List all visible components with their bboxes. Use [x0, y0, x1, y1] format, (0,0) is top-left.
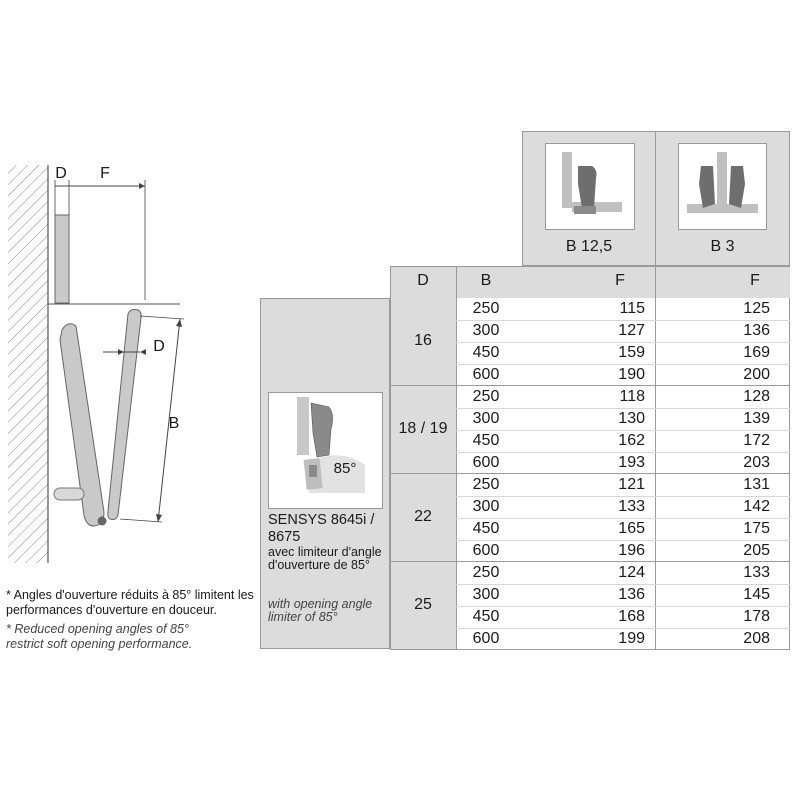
- cell-f1: 121: [618, 476, 645, 493]
- cell-f2: 133: [743, 564, 770, 581]
- product-name: SENSYS 8645i / 8675: [268, 512, 375, 545]
- cell-f1: 136: [618, 586, 645, 603]
- angle-label: 85°: [333, 460, 357, 477]
- pivot-dot: [98, 517, 107, 526]
- door-opening-diagram: [0, 0, 250, 570]
- cell-f2: 169: [743, 344, 770, 361]
- cell-f1: 130: [618, 410, 645, 427]
- cell-f1: 133: [618, 498, 645, 515]
- cell-f1: 190: [618, 366, 645, 383]
- cabinet-side-panel: [55, 215, 69, 303]
- cell-f2: 131: [743, 476, 770, 493]
- cell-b: 250: [472, 476, 500, 493]
- cell-f2: 125: [743, 300, 770, 317]
- cell-f1: 168: [618, 608, 645, 625]
- cell-b: 450: [472, 520, 500, 537]
- cell-f2: 145: [743, 586, 770, 603]
- cell-b: 300: [472, 498, 500, 515]
- cell-f2: 178: [743, 608, 770, 625]
- cell-b: 300: [472, 322, 500, 339]
- label-d-top: D: [55, 165, 67, 182]
- cell-f2: 200: [743, 366, 770, 383]
- cell-f2: 175: [743, 520, 770, 537]
- cell-b: 300: [472, 586, 500, 603]
- door-right: [108, 310, 141, 520]
- cell-f2: 139: [743, 410, 770, 427]
- cell-b: 450: [472, 344, 500, 361]
- cell-f1: 127: [618, 322, 645, 339]
- col-header-d: D: [417, 272, 429, 289]
- col-header-b: B: [480, 272, 492, 289]
- cell-b: 600: [472, 542, 500, 559]
- hinge-image-1: [545, 143, 635, 230]
- hinge-image-2: [678, 143, 767, 230]
- cell-f1: 165: [618, 520, 645, 537]
- hinge-label-1: B 12,5: [565, 238, 613, 255]
- cell-b: 600: [472, 630, 500, 647]
- cell-b: 600: [472, 454, 500, 471]
- cell-f1: 199: [618, 630, 645, 647]
- cell-f1: 124: [618, 564, 645, 581]
- cell-f1: 196: [618, 542, 645, 559]
- cell-b: 250: [472, 300, 500, 317]
- product-desc-en: with opening angle limiter of 85°: [268, 597, 373, 624]
- cell-b: 450: [472, 608, 500, 625]
- cell-f2: 203: [743, 454, 770, 471]
- hinge-label-2: B 3: [710, 238, 735, 255]
- cell-f1: 162: [618, 432, 645, 449]
- label-f-top: F: [100, 165, 110, 182]
- cell-f2: 172: [743, 432, 770, 449]
- cell-f1: 115: [619, 300, 645, 317]
- cell-f2: 128: [743, 388, 770, 405]
- group-d-value: 18 / 19: [398, 420, 448, 437]
- group-d-value: 16: [414, 332, 432, 349]
- handle: [54, 488, 84, 500]
- cell-b: 250: [472, 564, 500, 581]
- product-desc-fr: avec limiteur d'angle d'ouverture de 85°: [268, 545, 382, 572]
- group-d-value: 25: [414, 596, 432, 613]
- cell-f1: 193: [618, 454, 645, 471]
- cell-b: 450: [472, 432, 500, 449]
- cell-b: 250: [472, 388, 500, 405]
- cell-b: 300: [472, 410, 500, 427]
- cell-f2: 205: [743, 542, 770, 559]
- group-d-value: 22: [414, 508, 432, 525]
- cell-f2: 208: [743, 630, 770, 647]
- label-d-mid: D: [153, 338, 165, 355]
- wall-hatch: [8, 165, 48, 563]
- label-b: B: [168, 415, 180, 432]
- col-header-f2: F: [750, 272, 760, 289]
- product-image: [268, 392, 383, 509]
- note-en: * Reduced opening angles of 85° restrict soft opening performance.: [6, 622, 193, 651]
- cell-f1: 159: [618, 344, 645, 361]
- col-header-f1: F: [615, 272, 625, 289]
- cell-b: 600: [472, 366, 500, 383]
- cell-f2: 142: [743, 498, 770, 515]
- note-fr: * Angles d'ouverture réduits à 85° limitent les performances d'ouverture en douceur.: [6, 588, 254, 617]
- cell-f2: 136: [743, 322, 770, 339]
- cell-f1: 118: [619, 388, 645, 405]
